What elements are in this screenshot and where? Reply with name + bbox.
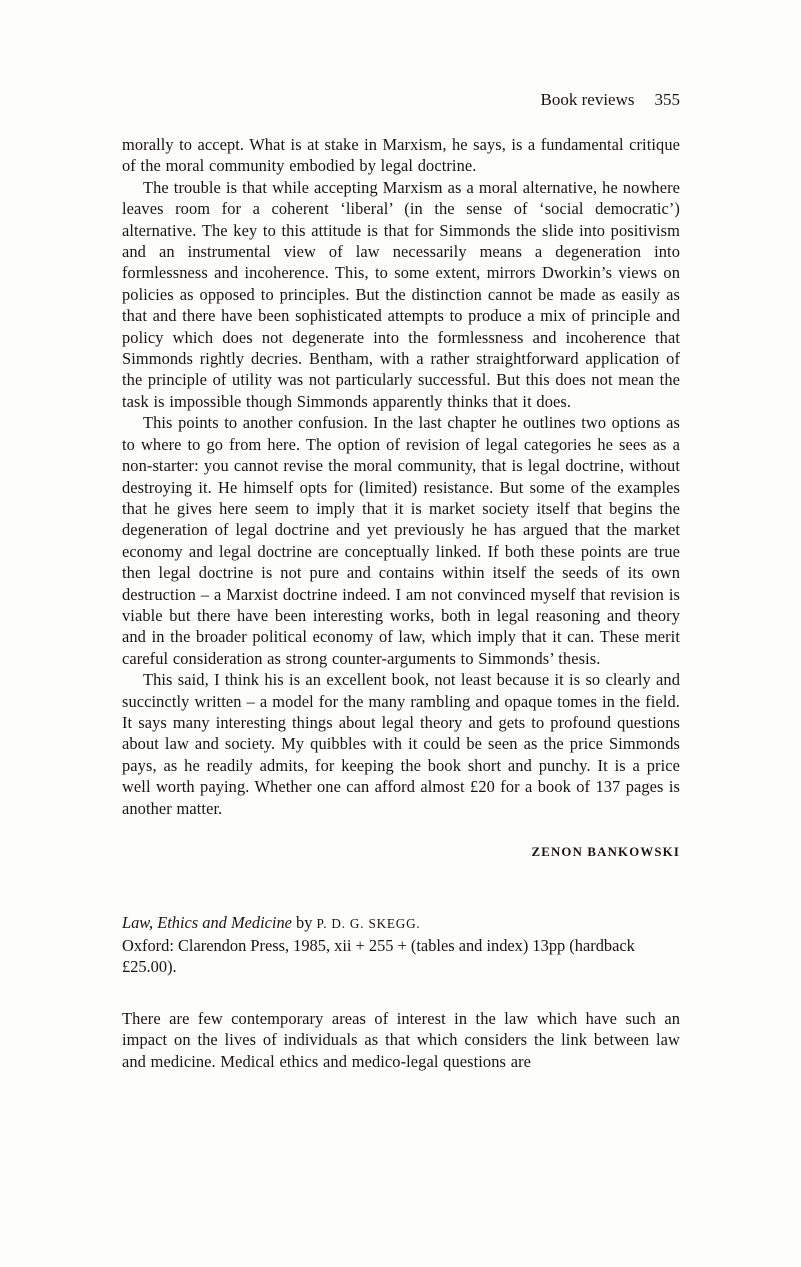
review2-heading	[122, 912, 680, 978]
book-imprint: Oxford: Clarendon Press, 1985, xii + 255 + (tables and index) 13pp (hardback £25.00).	[122, 935, 635, 977]
by-word: by	[291, 913, 317, 932]
page-content	[122, 90, 680, 1072]
page-number: 355	[654, 90, 680, 109]
review2-paragraph-1: There are few contemporary areas of interest in the law which have such an impact on the lives of individuals as that which considers the link between law and medicine. Medical ethics and medico-legal questions are	[122, 1008, 680, 1071]
book-author: P. D. G. SKEGG.	[316, 916, 421, 931]
page-header	[122, 90, 680, 110]
review1-paragraph-3: This points to another confusion. In the last chapter he outlines two options as to where to go from here. The option of revision of legal categories he sees as a non-starter: you cannot revise the moral community, that is legal doctrine, without destroying it. He himself opts for (limited) resistance. But some of the examples that he gives here seem to imply that it is market society itself that begins the degeneration of legal doctrine and yet previously he has argued that the market economy and legal doctrine are conceptually linked. If both these points are true then legal doctrine is not pure and contains within itself the seeds of its own destruction – a Marxist doctrine indeed. I am not convinced myself that revision is viable but there have been interesting works, both in legal reasoning and theory and in the broader political economy of law, which imply that it can. These merit careful consideration as strong counter-arguments to Simmonds’ thesis.	[122, 413, 680, 668]
review1-body	[122, 134, 680, 860]
reviewer-signature: ZENON BANKOWSKI	[531, 845, 680, 859]
review1-paragraph-4: This said, I think his is an excellent book, not least because it is so clearly and succinctly written – a model for the many rambling and opaque tomes in the field. It says many interesting things about legal theory and gets to profound questions about law and society. My quibbles with it could be seen as the price Simmonds pays, as he readily admits, for keeping the book short and punchy. It is a price well worth paying. Whether one can afford almost £20 for a book of 137 pages is another matter.	[122, 670, 680, 818]
review2-body	[122, 1008, 680, 1072]
running-head: Book reviews	[540, 90, 635, 109]
review1-paragraph-1: morally to accept. What is at stake in Marxism, he says, is a fundamental critique of the moral community embodied by legal doctrine.	[122, 135, 680, 176]
book-title: Law, Ethics and Medicine	[122, 913, 292, 932]
review2-title-line	[122, 912, 680, 935]
review1-paragraph-2: The trouble is that while accepting Marxism as a moral alternative, he nowhere leaves room for a coherent ‘liberal’ (in the sense of ‘social democratic’) alternative. The key to this attitude is that for Simmonds the slide into positivism and an instrumental view of law necessarily means a degeneration into formlessness and incoherence. This, to some extent, mirrors Dworkin’s views on policies as opposed to principles. But the distinction cannot be made as easily as that and there have been sophisticated attempts to produce a mix of principle and policy which does not degenerate into the formlessness and incoherence that Simmonds rightly decries. Bentham, with a rather straightforward application of the principle of utility was not particularly successful. But this does not mean the task is impossible though Simmonds apparently thinks that it does.	[122, 177, 680, 411]
